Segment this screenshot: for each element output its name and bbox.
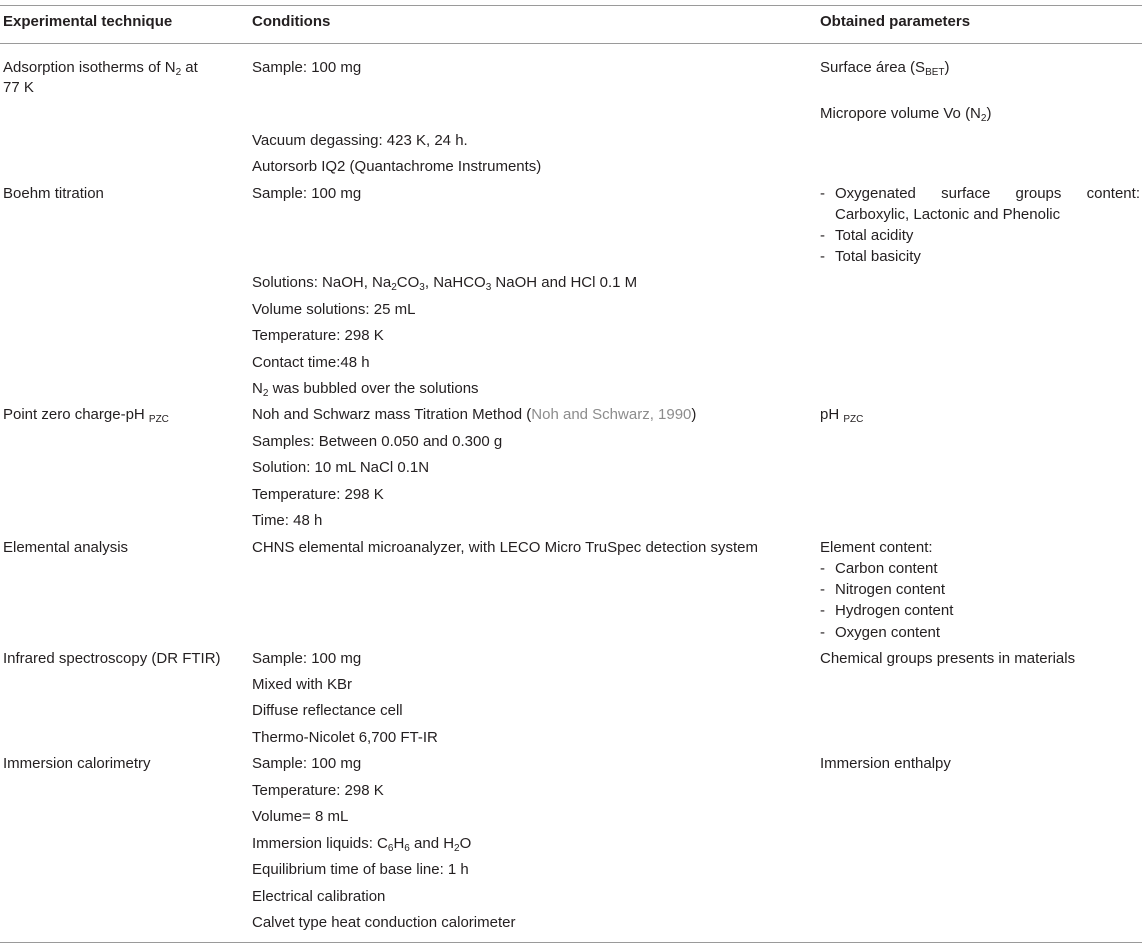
calorimetry-technique: Immersion calorimetry bbox=[3, 755, 151, 772]
bullet-dash: - bbox=[820, 624, 825, 641]
adsorption-param-micropore: Micropore volume Vo $(N_2)$ bbox=[820, 105, 992, 124]
bullet-dash: - bbox=[820, 185, 825, 202]
header-rule bbox=[0, 43, 1142, 44]
top-rule bbox=[0, 5, 1142, 6]
pzc-technique: Point zero charge-pH $_{PZC}$ bbox=[3, 406, 169, 425]
ftir-condition: Diffuse reflectance cell bbox=[252, 702, 403, 719]
elemental-param: Oxygen content bbox=[835, 624, 941, 641]
bottom-rule bbox=[0, 942, 1142, 943]
calorimetry-condition: Volume= 8 mL bbox=[252, 808, 349, 825]
adsorption-condition: Autorsorb IQ2 (Quantachrome Instruments) bbox=[252, 158, 542, 175]
bullet-dash: - bbox=[820, 227, 825, 244]
pzc-condition: Temperature: 298 K bbox=[252, 486, 384, 503]
boehm-param-oxygenated: Oxygenated surface groups content: bbox=[835, 185, 1140, 202]
pzc-condition: Noh and Schwarz mass Titration Method (Noh and Schwarz, 1990) bbox=[252, 406, 697, 423]
boehm-technique: Boehm titration bbox=[3, 185, 104, 202]
adsorption-param-surface-area: Surface área $(S_{BET})$ bbox=[820, 59, 950, 78]
adsorption-technique: Adsorption isotherms of $N_2$ at bbox=[3, 59, 198, 78]
boehm-param-oxygenated-line2: Carboxylic, Lactonic and Phenolic bbox=[835, 206, 1061, 223]
pzc-condition: Solution: 10 mL NaCl 0.1N bbox=[252, 459, 430, 476]
pzc-param: pH $_{PZC}$ bbox=[820, 406, 864, 425]
boehm-condition: Volume solutions: 25 mL bbox=[252, 301, 416, 318]
pzc-condition: Time: 48 h bbox=[252, 512, 323, 529]
citation-link[interactable]: Noh and Schwarz, 1990 bbox=[531, 406, 692, 423]
boehm-condition: Solutions: NaOH, $Na_2CO_3$, NaHCO$_3$ NaOH and HCl 0.1 M bbox=[252, 274, 638, 293]
boehm-condition: Contact time:48 h bbox=[252, 354, 370, 371]
bullet-dash: - bbox=[820, 602, 825, 619]
ftir-condition: Thermo-Nicolet 6,700 FT-IR bbox=[252, 729, 438, 746]
calorimetry-param: Immersion enthalpy bbox=[820, 755, 951, 772]
elemental-param: Nitrogen content bbox=[835, 581, 946, 598]
calorimetry-condition: Calvet type heat conduction calorimeter bbox=[252, 914, 516, 931]
calorimetry-condition: Temperature: 298 K bbox=[252, 782, 384, 799]
adsorption-condition: Vacuum degassing: 423 K, 24 h. bbox=[252, 132, 468, 149]
ftir-technique: Infrared spectroscopy (DR FTIR) bbox=[3, 650, 221, 667]
ftir-param: Chemical groups presents in materials bbox=[820, 650, 1076, 667]
elemental-param-title: Element content: bbox=[820, 539, 933, 556]
elemental-condition: CHNS elemental microanalyzer, with LECO Micro TruSpec detection system bbox=[252, 539, 759, 556]
ftir-condition: Mixed with KBr bbox=[252, 676, 353, 693]
boehm-param-basicity: Total basicity bbox=[835, 248, 921, 265]
boehm-condition: $N_2$ was bubbled over the solutions bbox=[252, 380, 479, 399]
boehm-param-acidity: Total acidity bbox=[835, 227, 914, 244]
header-technique: Experimental technique bbox=[3, 13, 173, 30]
elemental-param: Carbon content bbox=[835, 560, 938, 577]
boehm-condition: Temperature: 298 K bbox=[252, 327, 384, 344]
header-conditions: Conditions bbox=[252, 13, 331, 30]
ftir-condition: Sample: 100 mg bbox=[252, 650, 362, 667]
pzc-condition: Samples: Between 0.050 and 0.300 g bbox=[252, 433, 503, 450]
adsorption-condition: Sample: 100 mg bbox=[252, 59, 362, 76]
elemental-param: Hydrogen content bbox=[835, 602, 954, 619]
boehm-condition: Sample: 100 mg bbox=[252, 185, 362, 202]
calorimetry-condition: Equilibrium time of base line: 1 h bbox=[252, 861, 469, 878]
calorimetry-condition: Electrical calibration bbox=[252, 888, 386, 905]
calorimetry-condition: Immersion liquids: $C_6H_6$ and $H_2O$ bbox=[252, 835, 472, 854]
header-parameters: Obtained parameters bbox=[820, 13, 971, 30]
bullet-dash: - bbox=[820, 248, 825, 265]
elemental-technique: Elemental analysis bbox=[3, 539, 129, 556]
bullet-dash: - bbox=[820, 581, 825, 598]
bullet-dash: - bbox=[820, 560, 825, 577]
adsorption-technique-line2: 77 K bbox=[3, 79, 34, 96]
calorimetry-condition: Sample: 100 mg bbox=[252, 755, 362, 772]
